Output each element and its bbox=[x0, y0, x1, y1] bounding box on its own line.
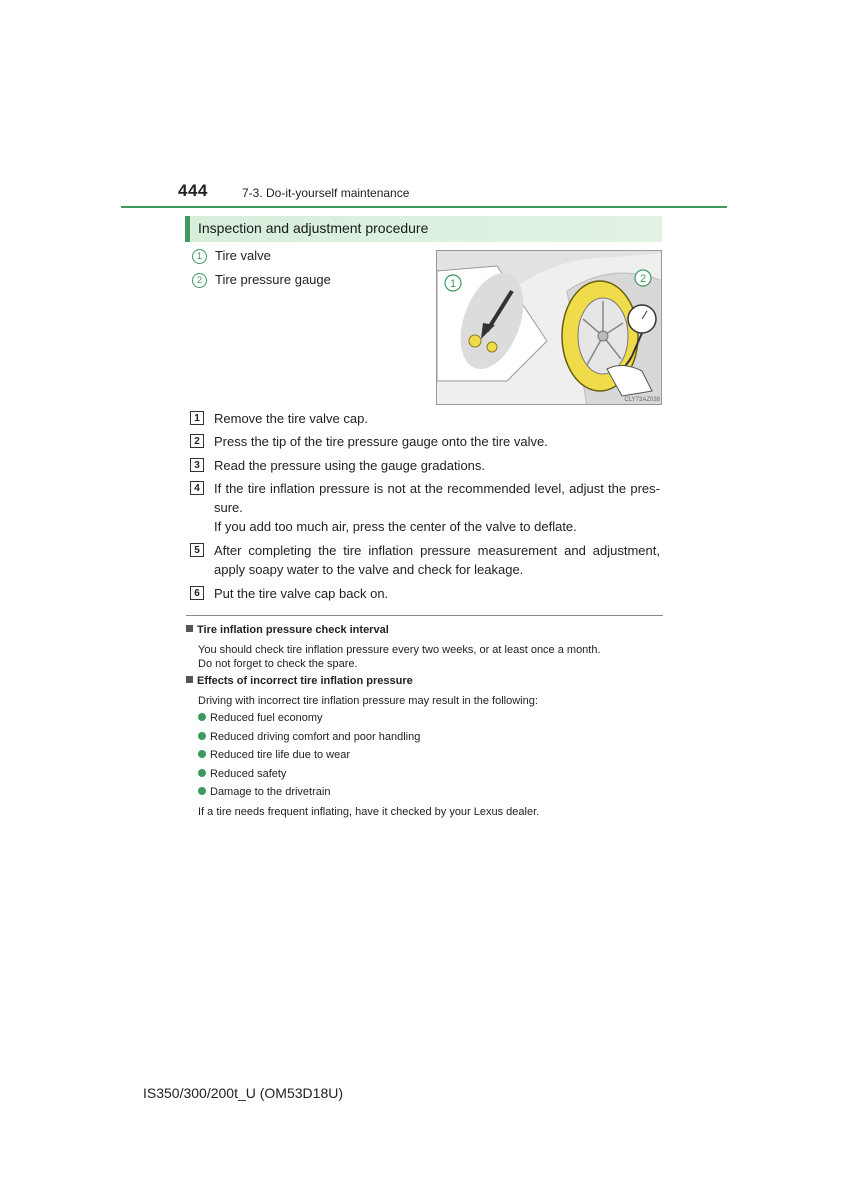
figure-code: CLY73AZ038 bbox=[624, 397, 660, 403]
legend-item-tire-valve bbox=[192, 248, 271, 264]
list-item: Reduced driving comfort and poor handling bbox=[198, 731, 420, 743]
step-3 bbox=[190, 456, 660, 475]
note-effects-intro: Driving with incorrect tire inflation pressure may result in the following: bbox=[198, 695, 538, 707]
square-bullet-icon bbox=[186, 676, 193, 683]
step-6 bbox=[190, 584, 660, 603]
callout-1: 1 bbox=[449, 278, 457, 290]
step-subtext: If you add too much air, press the center of the valve to deflate. bbox=[214, 519, 577, 534]
note-heading-effects: Effects of incorrect tire inflation pressure bbox=[186, 675, 413, 687]
footer-model-code: IS350/300/200t_U (OM53D18U) bbox=[143, 1085, 343, 1101]
subsection-title: Inspection and adjustment procedure bbox=[198, 220, 429, 236]
note-effects-closing: If a tire needs frequent inflating, have it checked by your Lexus dealer. bbox=[198, 806, 540, 818]
step-number: 5 bbox=[190, 543, 204, 557]
legend-label: Tire pressure gauge bbox=[215, 272, 331, 287]
step-number: 3 bbox=[190, 458, 204, 472]
list-item: Reduced tire life due to wear bbox=[198, 749, 350, 761]
legend-label: Tire valve bbox=[215, 248, 271, 263]
legend-item-gauge bbox=[192, 272, 331, 288]
bullet-dot-icon bbox=[198, 787, 206, 795]
step-text: Put the tire valve cap back on. bbox=[214, 586, 389, 601]
step-number: 1 bbox=[190, 411, 204, 425]
subsection-header bbox=[185, 216, 662, 242]
section-title: 7-3. Do-it-yourself maintenance bbox=[242, 186, 410, 200]
tire-illustration bbox=[436, 250, 662, 405]
step-1 bbox=[190, 409, 660, 428]
note-interval-line2: Do not forget to check the spare. bbox=[198, 658, 358, 670]
step-5 bbox=[190, 541, 660, 579]
step-number: 2 bbox=[190, 434, 204, 448]
page-number: 444 bbox=[178, 181, 208, 200]
step-text: Remove the tire valve cap. bbox=[214, 411, 368, 426]
step-text: If the tire inflation pressure is not at the recommended level, adjust the pres-sure. bbox=[214, 481, 660, 515]
bullet-dot-icon bbox=[198, 713, 206, 721]
bullet-dot-icon bbox=[198, 769, 206, 777]
list-item: Reduced fuel economy bbox=[198, 712, 323, 724]
step-text: Read the pressure using the gauge gradations. bbox=[214, 458, 486, 473]
callout-2: 2 bbox=[639, 273, 647, 285]
callout-marker: 2 bbox=[192, 273, 207, 288]
list-item: Reduced safety bbox=[198, 768, 286, 780]
square-bullet-icon bbox=[186, 625, 193, 632]
notes-divider bbox=[186, 615, 663, 616]
step-text: Press the tip of the tire pressure gauge onto the tire valve. bbox=[214, 434, 548, 449]
bullet-dot-icon bbox=[198, 732, 206, 740]
step-number: 6 bbox=[190, 586, 204, 600]
step-text: After completing the tire inflation pressure measurement and adjustment, apply soapy water to the valve and check for leakage. bbox=[214, 543, 660, 577]
bullet-dot-icon bbox=[198, 750, 206, 758]
header-divider bbox=[121, 206, 727, 208]
step-number: 4 bbox=[190, 481, 204, 495]
step-4 bbox=[190, 479, 660, 536]
step-2 bbox=[190, 432, 660, 451]
callout-marker: 1 bbox=[192, 249, 207, 264]
note-interval-line1: You should check tire inflation pressure every two weeks, or at least once a month. bbox=[198, 644, 601, 656]
note-heading-interval: Tire inflation pressure check interval bbox=[186, 624, 389, 636]
list-item: Damage to the drivetrain bbox=[198, 786, 330, 798]
